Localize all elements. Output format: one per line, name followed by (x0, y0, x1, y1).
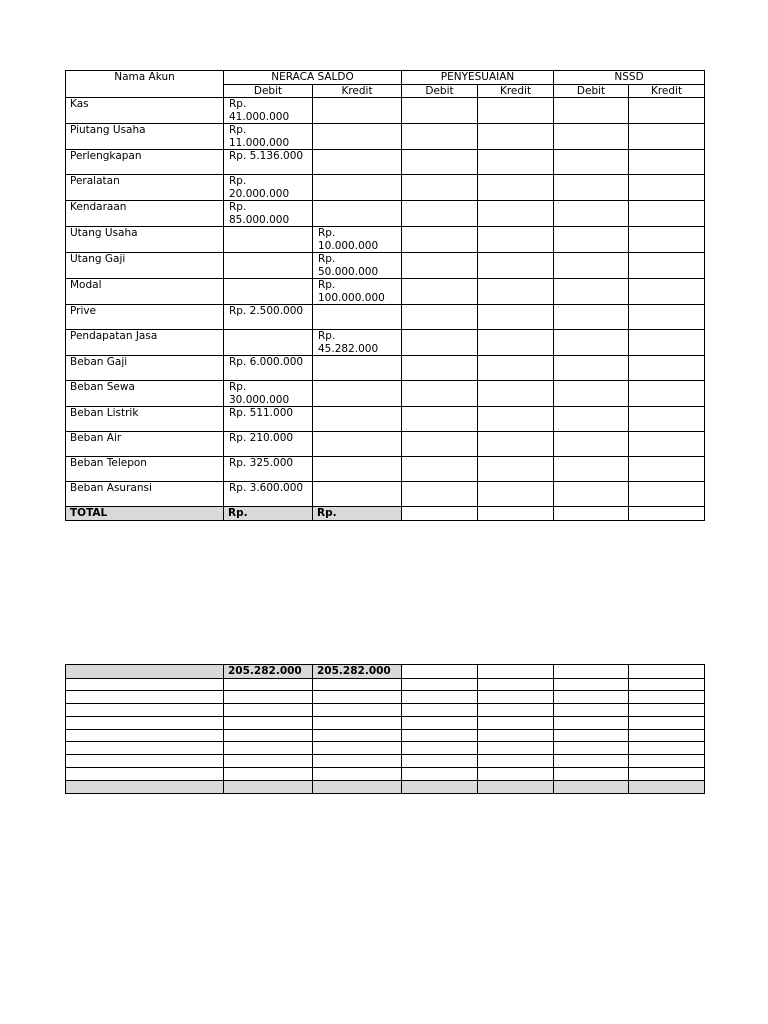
shaded-footer-row (66, 780, 705, 793)
account-name: Piutang Usaha (66, 124, 224, 150)
account-name: Beban Air (66, 432, 224, 457)
empty-cell (554, 175, 629, 201)
debit-cell: Rp. 85.000.000 (224, 201, 313, 227)
table-row (66, 305, 705, 330)
account-name: Utang Gaji (66, 253, 224, 279)
account-name: Utang Usaha (66, 227, 224, 253)
table-row (66, 356, 705, 381)
debit-cell: Rp. 511.000 (224, 407, 313, 432)
empty-cell (554, 407, 629, 432)
empty-cell (629, 330, 705, 356)
empty-cell (629, 227, 705, 253)
empty-cell (478, 356, 554, 381)
account-name: Beban Listrik (66, 407, 224, 432)
account-name: Pendapatan Jasa (66, 330, 224, 356)
empty-cell (66, 665, 224, 679)
table-row (66, 432, 705, 457)
penyesuaian-kredit-header: Kredit (478, 84, 554, 98)
empty-cell (402, 253, 478, 279)
empty-cell (478, 305, 554, 330)
trial-balance-table-continued (65, 664, 705, 794)
empty-cell (554, 98, 629, 124)
account-name: Kas (66, 98, 224, 124)
empty-cell (554, 432, 629, 457)
kredit-cell (313, 124, 402, 150)
kredit-cell: Rp. 100.000.000 (313, 279, 402, 305)
empty-cell (629, 665, 705, 679)
neraca-saldo-debit-header: Debit (224, 84, 313, 98)
kredit-cell (313, 150, 402, 175)
total-label: TOTAL (66, 507, 224, 521)
empty-cell (478, 201, 554, 227)
empty-cell (629, 305, 705, 330)
empty-cell (478, 407, 554, 432)
empty-cell (478, 98, 554, 124)
account-name: Prive (66, 305, 224, 330)
group-header-nssd: NSSD (554, 71, 705, 85)
empty-cell (629, 201, 705, 227)
table-row (66, 227, 705, 253)
empty-cell (478, 457, 554, 482)
empty-cell (554, 482, 629, 507)
empty-cell (402, 175, 478, 201)
debit-cell (224, 253, 313, 279)
account-name: Beban Telepon (66, 457, 224, 482)
table-row (66, 124, 705, 150)
debit-cell: Rp. 5.136.000 (224, 150, 313, 175)
empty-cell (402, 665, 478, 679)
empty-cell (402, 305, 478, 330)
kredit-cell (313, 175, 402, 201)
debit-cell: Rp. 2.500.000 (224, 305, 313, 330)
empty-cell (554, 665, 629, 679)
empty-cell (629, 253, 705, 279)
nssd-kredit-header: Kredit (629, 84, 705, 98)
account-name: Perlengkapan (66, 150, 224, 175)
empty-cell (629, 482, 705, 507)
account-name: Modal (66, 279, 224, 305)
empty-row (66, 678, 705, 691)
debit-cell: Rp. 11.000.000 (224, 124, 313, 150)
empty-cell (402, 356, 478, 381)
empty-row (66, 729, 705, 742)
debit-cell (224, 330, 313, 356)
account-name: Peralatan (66, 175, 224, 201)
empty-cell (554, 457, 629, 482)
group-header-neraca-saldo: NERACA SALDO (224, 71, 402, 85)
debit-cell: Rp. 41.000.000 (224, 98, 313, 124)
empty-cell (478, 507, 554, 521)
empty-cell (478, 227, 554, 253)
empty-cell (478, 330, 554, 356)
empty-cell (629, 457, 705, 482)
empty-cell (478, 381, 554, 407)
kredit-cell (313, 407, 402, 432)
kredit-cell: Rp. 45.282.000 (313, 330, 402, 356)
table-row (66, 407, 705, 432)
empty-cell (478, 279, 554, 305)
empty-cell (402, 98, 478, 124)
header-row-groups (66, 71, 705, 85)
total-amount-row (66, 665, 705, 679)
account-name: Beban Gaji (66, 356, 224, 381)
debit-cell: Rp. 3.600.000 (224, 482, 313, 507)
account-name: Kendaraan (66, 201, 224, 227)
empty-cell (554, 356, 629, 381)
table-row (66, 253, 705, 279)
debit-cell: Rp. 325.000 (224, 457, 313, 482)
nssd-debit-header: Debit (554, 84, 629, 98)
debit-cell: Rp. 30.000.000 (224, 381, 313, 407)
empty-cell (629, 507, 705, 521)
debit-cell: Rp. 210.000 (224, 432, 313, 457)
empty-cell (402, 124, 478, 150)
empty-cell (629, 356, 705, 381)
empty-row (66, 755, 705, 768)
trial-balance-table (65, 70, 705, 521)
empty-cell (554, 253, 629, 279)
account-name-header: Nama Akun (66, 71, 224, 98)
empty-cell (554, 227, 629, 253)
empty-cell (402, 432, 478, 457)
empty-cell (554, 124, 629, 150)
account-name: Beban Asuransi (66, 482, 224, 507)
empty-row (66, 716, 705, 729)
empty-cell (478, 665, 554, 679)
kredit-cell (313, 356, 402, 381)
debit-cell: Rp. 6.000.000 (224, 356, 313, 381)
empty-cell (402, 482, 478, 507)
table-row (66, 201, 705, 227)
kredit-cell (313, 432, 402, 457)
empty-cell (402, 457, 478, 482)
empty-cell (554, 305, 629, 330)
empty-cell (478, 253, 554, 279)
table-row (66, 330, 705, 356)
debit-cell: Rp. 20.000.000 (224, 175, 313, 201)
empty-cell (629, 124, 705, 150)
empty-cell (554, 507, 629, 521)
empty-cell (629, 98, 705, 124)
total-debit-amount: 205.282.000 (224, 665, 313, 679)
account-name: Beban Sewa (66, 381, 224, 407)
empty-cell (554, 381, 629, 407)
empty-row (66, 691, 705, 704)
empty-cell (402, 279, 478, 305)
empty-cell (554, 201, 629, 227)
total-kredit-prefix: Rp. (313, 507, 402, 521)
group-header-penyesuaian: PENYESUAIAN (402, 71, 554, 85)
kredit-cell (313, 482, 402, 507)
empty-cell (554, 330, 629, 356)
empty-cell (629, 175, 705, 201)
table-row (66, 98, 705, 124)
empty-cell (478, 175, 554, 201)
table-row (66, 381, 705, 407)
empty-cell (478, 482, 554, 507)
empty-cell (402, 407, 478, 432)
table-row (66, 457, 705, 482)
empty-cell (478, 124, 554, 150)
empty-row (66, 704, 705, 717)
debit-cell (224, 279, 313, 305)
penyesuaian-debit-header: Debit (402, 84, 478, 98)
total-kredit-amount: 205.282.000 (313, 665, 402, 679)
table-row (66, 150, 705, 175)
kredit-cell (313, 381, 402, 407)
table-row (66, 175, 705, 201)
empty-row (66, 768, 705, 781)
neraca-saldo-kredit-header: Kredit (313, 84, 402, 98)
empty-cell (629, 407, 705, 432)
kredit-cell (313, 457, 402, 482)
empty-cell (629, 279, 705, 305)
kredit-cell: Rp. 50.000.000 (313, 253, 402, 279)
debit-cell (224, 227, 313, 253)
empty-cell (629, 381, 705, 407)
kredit-cell: Rp. 10.000.000 (313, 227, 402, 253)
empty-cell (402, 507, 478, 521)
kredit-cell (313, 98, 402, 124)
total-debit-prefix: Rp. (224, 507, 313, 521)
kredit-cell (313, 201, 402, 227)
empty-cell (402, 201, 478, 227)
table-row (66, 482, 705, 507)
empty-cell (402, 227, 478, 253)
total-row (66, 507, 705, 521)
empty-cell (554, 279, 629, 305)
empty-cell (478, 432, 554, 457)
table-row (66, 279, 705, 305)
empty-cell (402, 150, 478, 175)
empty-cell (402, 330, 478, 356)
empty-cell (629, 150, 705, 175)
empty-cell (402, 381, 478, 407)
empty-row (66, 742, 705, 755)
empty-cell (629, 432, 705, 457)
kredit-cell (313, 305, 402, 330)
empty-cell (478, 150, 554, 175)
empty-cell (554, 150, 629, 175)
